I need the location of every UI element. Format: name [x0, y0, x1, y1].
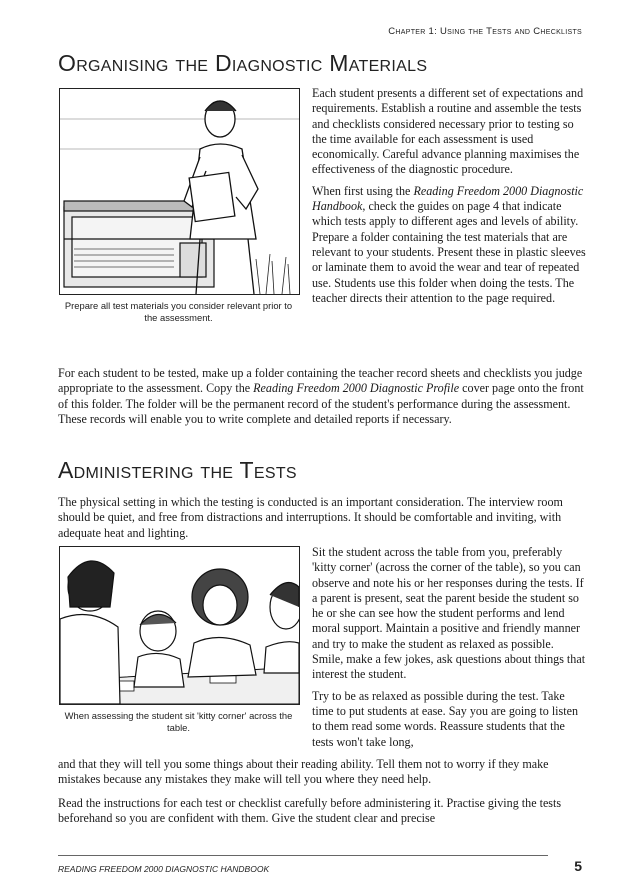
book-title-handbook: Reading Freedom 2000 Diagnostic Handbook: [312, 183, 584, 214]
footer-rule: [58, 855, 548, 856]
section-title-administering: Administering the Tests: [58, 457, 297, 483]
footer-title: READING FREEDOM 2000 DIAGNOSTIC HANDBOOK: [58, 864, 270, 874]
teacher-photocopier-illustration: [60, 89, 299, 294]
figure1-caption: Prepare all test materials you consider relevant prior to the assessment.: [64, 300, 293, 323]
page-number: 5: [574, 858, 582, 874]
chapter-header: Chapter 1: Using the Tests and Checklists: [388, 26, 582, 37]
section1-paragraph-2: When first using the Reading Freedom 2000 Diagnostic Handbook, check the guides on page 4 that indicate which tests apply to different ages and levels of ability. Prepare a folder containing the test materials that are relevant to your students. Present these in plastic sleeves or laminate them to avoid the wear and tear of repeated use. Students use this folder when doing the tests. The teacher directs their attention to the page required.: [312, 183, 586, 305]
section1-right-column: [312, 86, 588, 306]
section2-paragraph-1: The physical setting in which the testing is conducted is an important consideration. The interview room should be quiet, and free from distractions and interruptions. It should be comfortable and inviting, with adequate heat and lighting.: [58, 495, 563, 540]
section2-paragraph-2: Sit the student across the table from you, preferably 'kitty corner' (across the corner of the table), so you can observe and note his or her responses during the tests. If a parent is present, seat the parent beside the student so he or she can see how the student performs and lend moral support. Maintain a positive and friendly manner and try to make the student as relaxed as possible. Smile, make a few jokes, ask questions about things that interest the student.: [312, 545, 586, 682]
section-title-organising: Organising the Diagnostic Materials: [58, 50, 428, 76]
figure-kitty-corner: [59, 546, 300, 705]
book-title-profile: Reading Freedom 2000 Diagnostic Profile: [253, 381, 460, 396]
section2-paragraph-3-full: and that they will tell you some things about their reading ability. Tell them not to worry if they make mistakes because any mistakes they make will tell you where they need help.: [58, 757, 549, 787]
figure2-caption: When assessing the student sit 'kitty corner' across the table.: [64, 710, 293, 733]
section1-paragraph-1: Each student presents a different set of expectations and requirements. Establish a routine and assemble the tests and checklists considered necessary prior to testing so the time available for each assessment is used economically. Careful advance planning maximises the effectiveness of the diagnostic procedure.: [312, 86, 584, 177]
section2-right-column: [312, 545, 588, 750]
figure-teacher-photocopier: [59, 88, 300, 295]
kitty-corner-illustration: [60, 547, 299, 704]
section1-paragraph-3: For each student to be tested, make up a folder containing the teacher record sheets and checklists you judge appropriate to the assessment. Copy the Reading Freedom 2000 Diagnostic Profile cover page onto the front of this folder. The folder will be the permanent record of the student's performance during the assessment. These records will enable you to write complete and detailed reports if necessary.: [58, 366, 584, 426]
section2-paragraph-4: Read the instructions for each test or checklist carefully before administering it. Practise giving the tests beforehand so you are confident with them. Give the student clear and precise: [58, 796, 562, 826]
section2-paragraph-3-side: Try to be as relaxed as possible during the test. Take time to put students at ease. Say you are going to listen to them read some words. Reassure students that the tests won't take long,: [312, 688, 579, 749]
